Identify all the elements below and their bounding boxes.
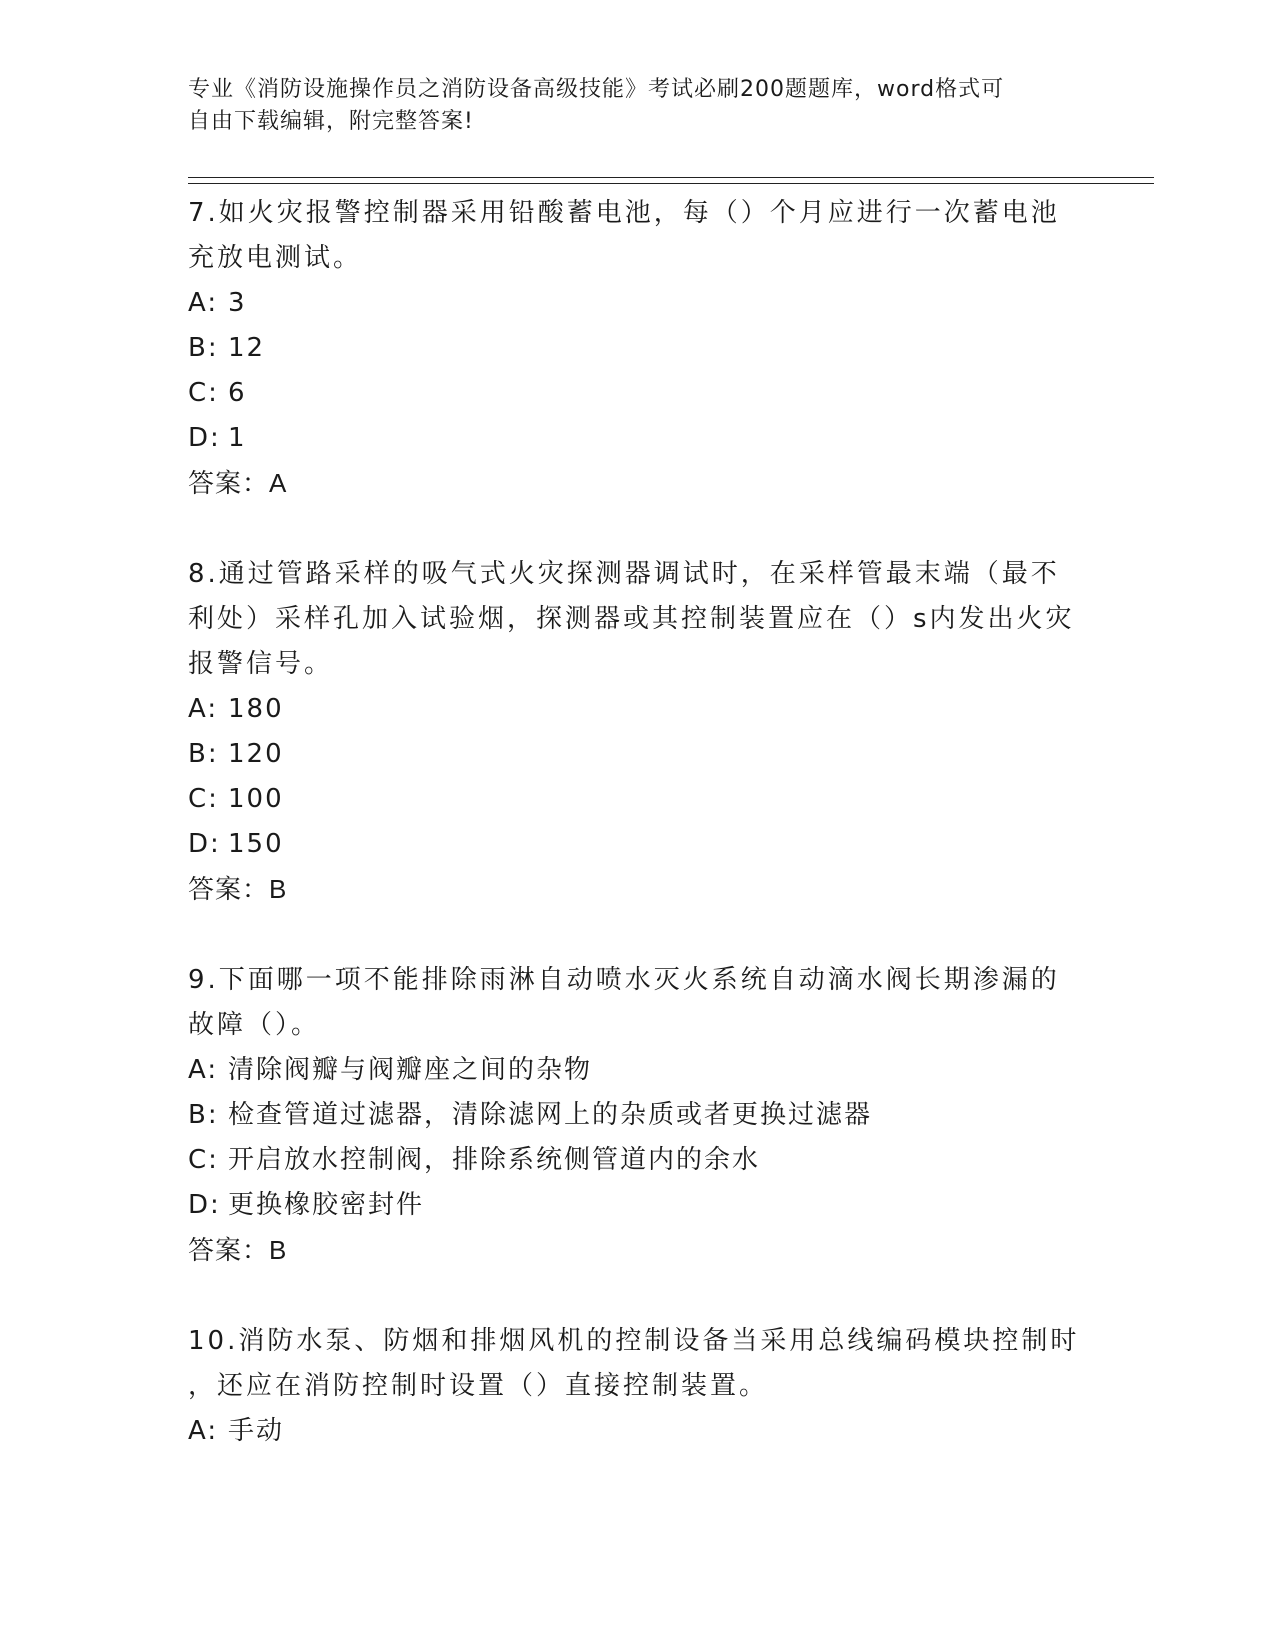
option-text: 180 (228, 694, 284, 724)
question-stem-line: ，还应在消防控制时设置（）直接控制装置。 (188, 1371, 769, 1401)
option-key: B: (188, 739, 219, 769)
option-d (188, 822, 1088, 867)
header-line-1: 专业《消防设施操作员之消防设备高级技能》考试必刷200题题库，word格式可 (188, 77, 1005, 102)
question-list (188, 191, 1088, 1454)
option-text: 手动 (228, 1416, 285, 1446)
option-b (188, 326, 1088, 371)
option-text: 1 (228, 423, 247, 453)
option-key: D: (188, 829, 221, 859)
question-stem-line: 10.消防水泵、防烟和排烟风机的控制设备当采用总线编码模块控制时 (188, 1326, 1080, 1356)
option-c (188, 777, 1088, 822)
option-a (188, 1409, 1088, 1454)
option-text: 更换橡胶密封件 (228, 1190, 425, 1220)
question-stem-line: 报警信号。 (188, 649, 334, 679)
question-9 (188, 958, 1088, 1273)
option-text: 150 (228, 829, 284, 859)
question-8 (188, 552, 1088, 912)
option-text: 6 (228, 378, 247, 408)
document-header (188, 74, 1088, 138)
option-key: A: (188, 1416, 219, 1446)
question-stem-line: 故障（）。 (188, 1010, 321, 1040)
question-7 (188, 191, 1088, 506)
option-text: 100 (228, 784, 284, 814)
question-stem-line: 9.下面哪一项不能排除雨淋自动喷水灭火系统自动滴水阀长期渗漏的 (188, 965, 1060, 995)
option-text: 120 (228, 739, 284, 769)
option-key: B: (188, 333, 219, 363)
answer: 答案：B (188, 874, 288, 904)
option-text: 3 (228, 288, 247, 318)
option-key: D: (188, 423, 221, 453)
question-spacer (188, 912, 1088, 958)
option-d (188, 1183, 1088, 1228)
option-text: 检查管道过滤器，清除滤网上的杂质或者更换过滤器 (228, 1100, 873, 1130)
option-key: C: (188, 378, 219, 408)
option-b (188, 1093, 1088, 1138)
question-spacer (188, 506, 1088, 552)
option-text: 12 (228, 333, 266, 363)
option-a (188, 687, 1088, 732)
option-c (188, 371, 1088, 416)
option-key: A: (188, 694, 219, 724)
option-a (188, 281, 1088, 326)
question-stem-line: 8.通过管路采样的吸气式火灾探测器调试时，在采样管最末端（最不 (188, 559, 1060, 589)
answer: 答案：A (188, 468, 288, 498)
header-line-2: 自由下载编辑，附完整答案! (188, 109, 474, 134)
option-c (188, 1138, 1088, 1183)
option-key: D: (188, 1190, 221, 1220)
option-key: C: (188, 784, 219, 814)
answer: 答案：B (188, 1235, 288, 1265)
question-spacer (188, 1273, 1088, 1319)
question-stem-line: 7.如火灾报警控制器采用铅酸蓄电池，每（）个月应进行一次蓄电池 (188, 198, 1060, 228)
question-stem-line: 利处）采样孔加入试验烟，探测器或其控制装置应在（）s内发出火灾 (188, 604, 1075, 634)
option-d (188, 416, 1088, 461)
question-stem-line: 充放电测试。 (188, 243, 363, 273)
option-a (188, 1048, 1088, 1093)
option-key: A: (188, 1055, 219, 1085)
option-key: B: (188, 1100, 219, 1130)
option-key: C: (188, 1145, 219, 1175)
header-divider-top (188, 177, 1154, 178)
option-text: 开启放水控制阀，排除系统侧管道内的余水 (228, 1145, 761, 1175)
option-b (188, 732, 1088, 777)
option-key: A: (188, 288, 219, 318)
header-divider-bottom (188, 183, 1154, 184)
question-10 (188, 1319, 1088, 1454)
option-text: 清除阀瓣与阀瓣座之间的杂物 (228, 1055, 593, 1085)
